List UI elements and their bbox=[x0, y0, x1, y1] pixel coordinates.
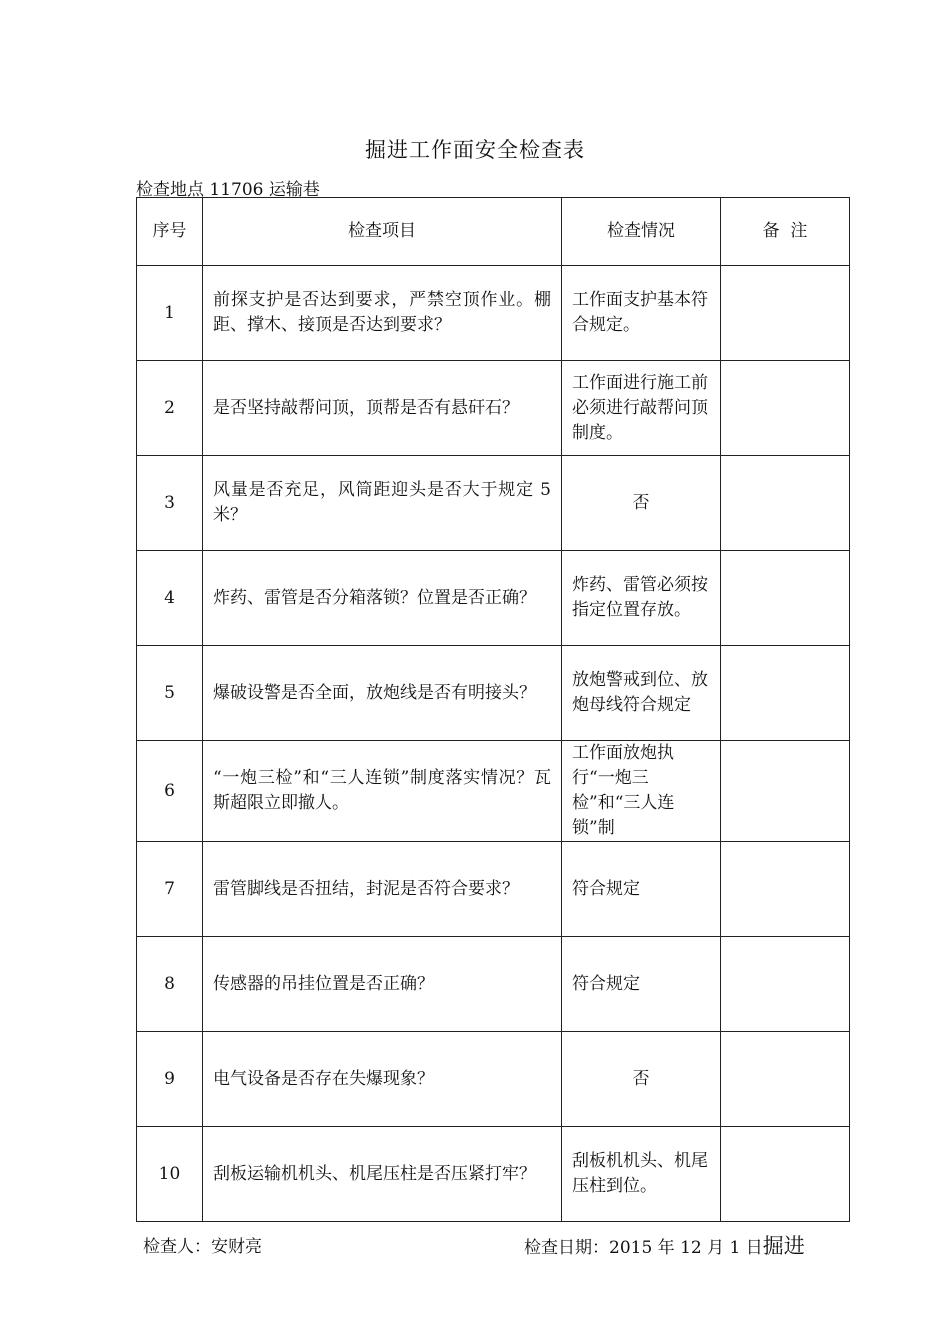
row-remark bbox=[721, 937, 850, 1032]
row-remark bbox=[721, 842, 850, 937]
row-item: 电气设备是否存在失爆现象？ bbox=[203, 1032, 562, 1127]
row-status: 否 bbox=[562, 456, 721, 551]
document-title: 掘进工作面安全检查表 bbox=[365, 138, 585, 162]
row-seq: 2 bbox=[137, 361, 203, 456]
row-item: 风量是否充足，风筒距迎头是否大于规定 5 米？ bbox=[203, 456, 562, 551]
row-remark bbox=[721, 551, 850, 646]
row-status: 刮板机机头、机尾压柱到位。 bbox=[562, 1127, 721, 1222]
row-item: 刮板运输机机头、机尾压柱是否压紧打牢？ bbox=[203, 1127, 562, 1222]
row-seq: 1 bbox=[137, 266, 203, 361]
row-remark bbox=[721, 456, 850, 551]
inspection-date: 检查日期：2015 年 12 月 1 日 bbox=[524, 1238, 763, 1258]
table-row bbox=[137, 1032, 850, 1127]
row-status: 工作面支护基本符合规定。 bbox=[562, 266, 721, 361]
table-row bbox=[137, 937, 850, 1032]
inspection-table bbox=[136, 197, 850, 1222]
row-status: 工作面放炮执行“一炮三检”和“三人连锁”制 bbox=[562, 741, 721, 842]
row-item: 爆破设警是否全面，放炮线是否有明接头？ bbox=[203, 646, 562, 741]
row-remark bbox=[721, 741, 850, 842]
table-row bbox=[137, 741, 850, 842]
table-row bbox=[137, 646, 850, 741]
table-row bbox=[137, 1127, 850, 1222]
row-seq: 6 bbox=[137, 741, 203, 842]
row-remark bbox=[721, 1032, 850, 1127]
row-remark bbox=[721, 266, 850, 361]
row-seq: 3 bbox=[137, 456, 203, 551]
row-seq: 4 bbox=[137, 551, 203, 646]
row-status: 炸药、雷管必须按指定位置存放。 bbox=[562, 551, 721, 646]
row-status: 符合规定 bbox=[562, 842, 721, 937]
row-seq: 7 bbox=[137, 842, 203, 937]
table-row bbox=[137, 551, 850, 646]
row-status: 符合规定 bbox=[562, 937, 721, 1032]
row-item: 传感器的吊挂位置是否正确？ bbox=[203, 937, 562, 1032]
row-seq: 8 bbox=[137, 937, 203, 1032]
row-status: 否 bbox=[562, 1032, 721, 1127]
table-row bbox=[137, 361, 850, 456]
table-row bbox=[137, 842, 850, 937]
row-remark bbox=[721, 1127, 850, 1222]
header-status: 检查情况 bbox=[562, 198, 721, 266]
row-item: 是否坚持敲帮问顶，顶帮是否有悬矸石？ bbox=[203, 361, 562, 456]
table-row bbox=[137, 266, 850, 361]
row-seq: 9 bbox=[137, 1032, 203, 1127]
row-seq: 10 bbox=[137, 1127, 203, 1222]
inspector-name: 检查人：安财亮 bbox=[143, 1237, 262, 1257]
row-status: 工作面进行施工前必须进行敲帮问顶制度。 bbox=[562, 361, 721, 456]
footer-suffix: 掘进 bbox=[762, 1234, 805, 1258]
row-item: 炸药、雷管是否分箱落锁？位置是否正确？ bbox=[203, 551, 562, 646]
table-row bbox=[137, 456, 850, 551]
row-remark bbox=[721, 646, 850, 741]
row-seq: 5 bbox=[137, 646, 203, 741]
inspection-location: 检查地点 11706 运输巷 bbox=[136, 180, 320, 200]
header-item: 检查项目 bbox=[203, 198, 562, 266]
row-item: 雷管脚线是否扭结，封泥是否符合要求？ bbox=[203, 842, 562, 937]
row-status: 放炮警戒到位、放炮母线符合规定 bbox=[562, 646, 721, 741]
header-remark: 备 注 bbox=[721, 198, 850, 266]
inspection-date-line bbox=[524, 1230, 805, 1260]
row-remark bbox=[721, 361, 850, 456]
table-header-row bbox=[137, 198, 850, 266]
header-seq: 序号 bbox=[137, 198, 203, 266]
row-item: “一炮三检”和“三人连锁”制度落实情况？瓦斯超限立即撤人。 bbox=[203, 741, 562, 842]
row-item: 前探支护是否达到要求，严禁空顶作业。棚距、撑木、接顶是否达到要求？ bbox=[203, 266, 562, 361]
